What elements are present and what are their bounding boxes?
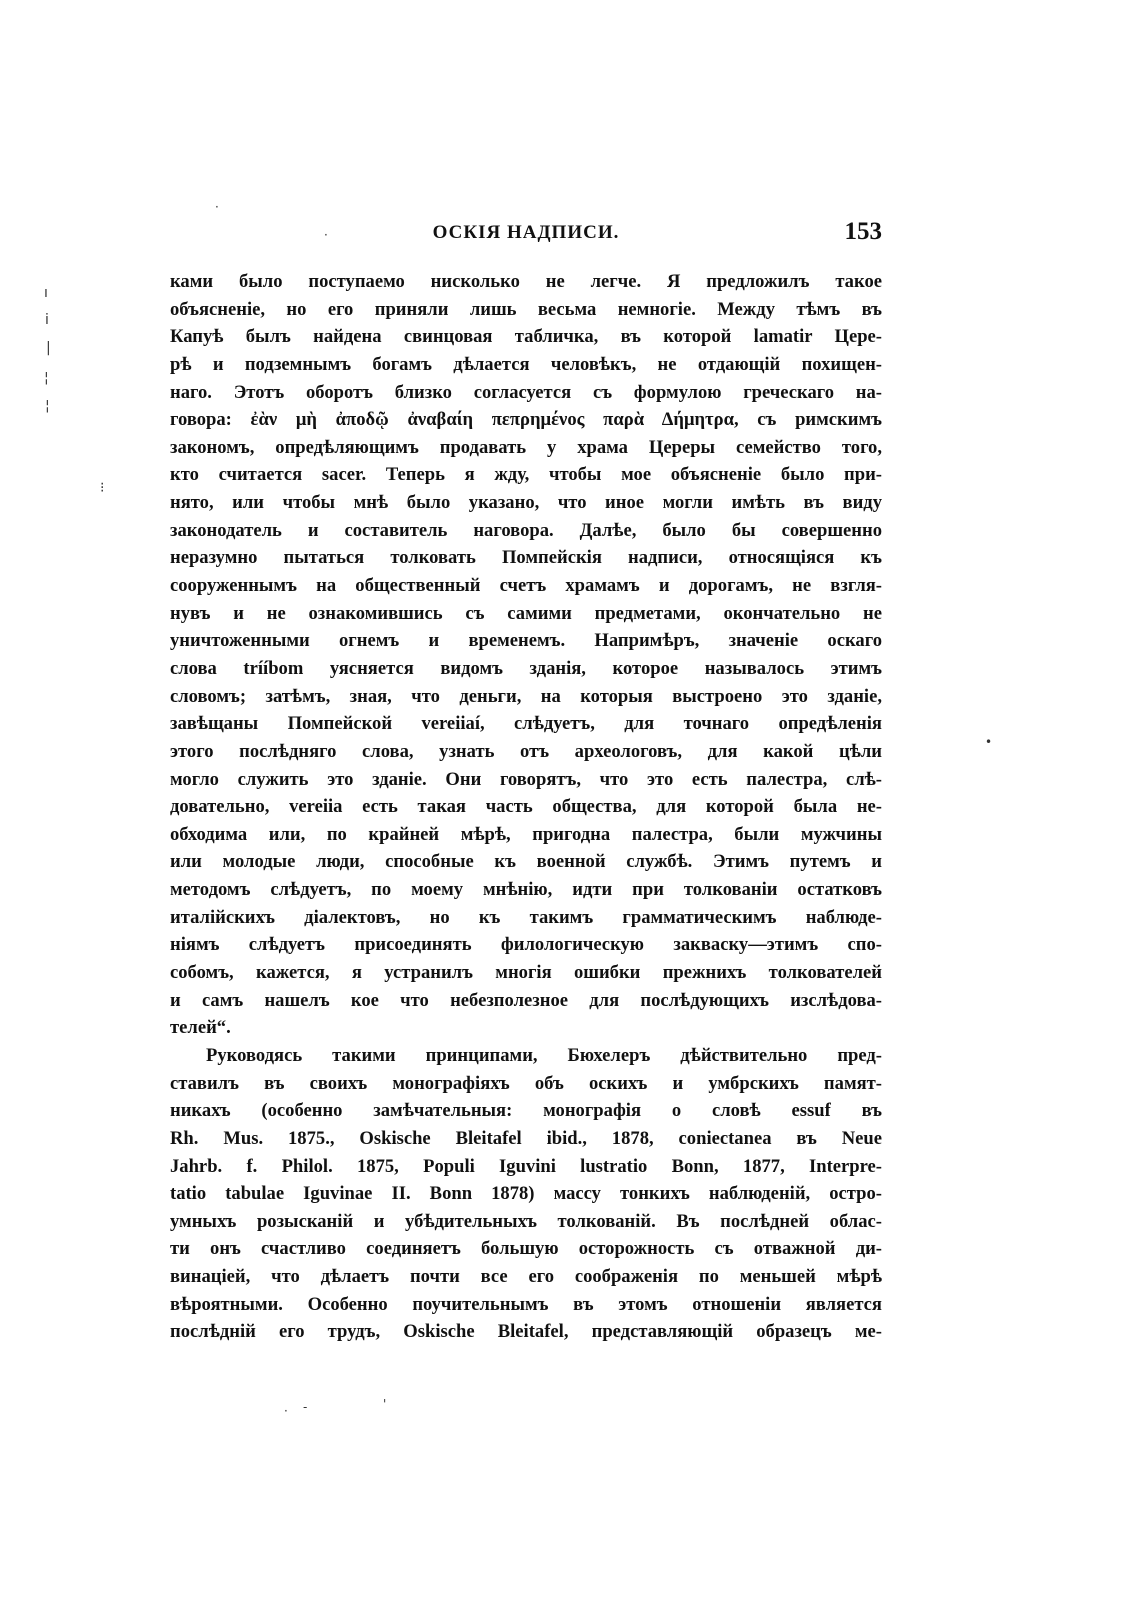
text-line: tatio tabulae Iguvinae II. Bonn 1878) массу тонкихъ наблюденій, остро- <box>170 1183 882 1205</box>
text-line: методомъ слѣдуетъ, по моему мнѣнію, идти при толкованіи остатковъ <box>170 879 882 901</box>
text-line: этого послѣдняго слова, узнать отъ археологовъ, для какой цѣли <box>170 740 882 762</box>
text-line: говора: ἐὰν μὴ ἀποδῷ ἀναβαίη πεπρημένος παρὰ Δήμητρα, съ римскимъ <box>170 409 882 431</box>
text-line: Jahrb. f. Philol. 1875, Populi Iguvini lustratio Bonn, 1877, Interpre- <box>170 1155 882 1177</box>
text-line: неразумно пытаться толковать Помпейскія надписи, относящіяся къ <box>170 547 882 569</box>
margin-mark: ¦ <box>44 370 49 386</box>
text-line: закономъ, опредѣляющимъ продавать у храма Цереры семейство того, <box>170 436 882 458</box>
text-line: и самъ нашелъ кое что небезполезное для послѣдующихъ изслѣдова- <box>170 989 882 1011</box>
text-line: Rh. Mus. 1875., Oskische Bleitafel ibid., 1878, coniectanea въ Neue <box>170 1127 882 1149</box>
text-line: собомъ, кажется, я устранилъ многія ошибки прежнихъ толкователей <box>170 962 882 984</box>
text-line: завѣщаны Помпейской vereiiaí, слѣдуетъ, для точнаго опредѣленія <box>170 713 882 735</box>
text-line: словомъ; затѣмъ, зная, что деньги, на которыя выстроено это зданіе, <box>170 685 882 707</box>
scan-speck: ' <box>383 1397 387 1411</box>
text-line: Руководясь такими принципами, Бюхелеръ дѣйствительно пред- <box>206 1044 882 1066</box>
text-line: умныхъ розысканій и убѣдительныхъ толкованій. Въ послѣдней облас- <box>170 1210 882 1232</box>
margin-mark: ¦ <box>45 398 50 414</box>
text-line: могло служить это зданіе. Они говорятъ, что это есть палестра, слѣ- <box>170 768 882 790</box>
text-line: объясненіе, но его приняли лишь весьма немногіе. Между тѣмъ въ <box>170 298 882 320</box>
paragraph-2 <box>170 1042 882 1346</box>
text-line: уничтоженными огнемъ и временемъ. Напримѣръ, значеніе оскаго <box>170 630 882 652</box>
text-line: ніямъ слѣдуетъ присоединять филологическую закваску—этимъ спо- <box>170 934 882 956</box>
page-header <box>170 218 882 252</box>
text-line: Капуѣ былъ найдена свинцовая табличка, въ которой lamatir Цере- <box>170 326 882 348</box>
scan-speck: · <box>284 1404 288 1418</box>
text-line: законодатель и составитель наговора. Далѣе, было бы совершенно <box>170 519 882 541</box>
text-line: слова trííbom уясняется видомъ зданія, которое называлось этимъ <box>170 657 882 679</box>
text-line: телей“. <box>170 1017 231 1039</box>
text-line: рѣ и подземнымъ богамъ дѣлается человѣкъ, не отдающій похищен- <box>170 353 882 375</box>
scan-speck: · <box>324 228 328 242</box>
scan-speck: • <box>985 735 993 749</box>
text-line: кто считается sacer. Теперь я жду, чтобы мое объясненіе было при- <box>170 464 882 486</box>
body-text <box>170 268 882 1346</box>
margin-mark: | <box>46 340 51 356</box>
page-number: 153 <box>844 218 882 245</box>
text-line: послѣдній его трудъ, Oskische Bleitafel, представляющій образецъ ме- <box>170 1321 882 1343</box>
text-line: или молодые люди, способные къ военной службѣ. Этимъ путемъ и <box>170 851 882 873</box>
text-line: никахъ (особенно замѣчательныя: монографія о словѣ essuf въ <box>170 1100 882 1122</box>
text-line: италійскихъ діалектовъ, но къ такимъ грамматическимъ наблюде- <box>170 906 882 928</box>
scan-speck: - <box>303 1400 308 1414</box>
text-line: обходима или, по крайней мѣрѣ, пригодна палестра, были мужчины <box>170 823 882 845</box>
text-line: ками было поступаемо нисколько не легче. Я предложилъ такое <box>170 271 882 292</box>
text-line: наго. Этотъ оборотъ близко согласуется съ формулою греческаго на- <box>170 381 882 403</box>
text-line: ставилъ въ своихъ монографіяхъ объ оскихъ и умбрскихъ памят- <box>170 1072 882 1094</box>
paragraph-1 <box>170 268 882 1042</box>
scan-speck: · <box>215 200 219 214</box>
text-line: вѣроятными. Особенно поучительнымъ въ этомъ отношеніи является <box>170 1293 882 1315</box>
text-line: ти онъ счастливо соединяетъ большую осторожность съ отважной ди- <box>170 1238 882 1260</box>
margin-mark: ⁝ <box>100 480 105 496</box>
text-line: нято, или чтобы мнѣ было указано, что иное могли имѣть въ виду <box>170 492 882 514</box>
text-line: винаціей, что дѣлаетъ почти все его соображенія по меньшей мѣрѣ <box>170 1266 882 1288</box>
margin-mark: ı <box>44 285 48 301</box>
text-line: сооруженнымъ на общественный счетъ храмамъ и дорогамъ, не взгля- <box>170 575 882 597</box>
text-line: довательно, vereiia есть такая часть общества, для которой была не- <box>170 796 882 818</box>
margin-mark: ⅰ <box>45 312 49 328</box>
text-line: нувъ и не ознакомившись съ самими предметами, окончательно не <box>170 602 882 624</box>
running-title: ОСКІЯ НАДПИСИ. <box>432 222 620 243</box>
